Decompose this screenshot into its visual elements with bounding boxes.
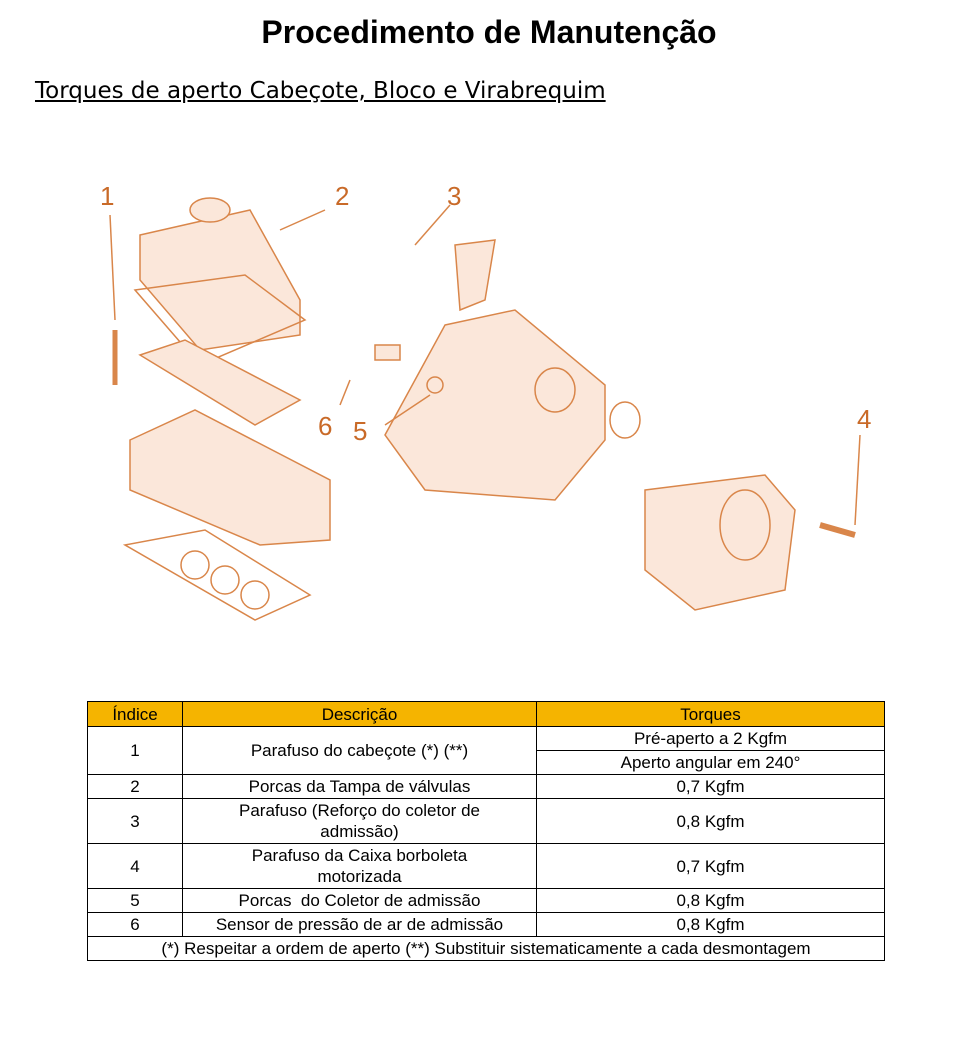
row-torque: Pré-aperto a 2 Kgfm	[537, 727, 885, 751]
callout-6: 6	[318, 411, 333, 441]
header-torques: Torques	[537, 702, 885, 727]
table-row	[88, 913, 885, 937]
row-description	[183, 844, 537, 889]
row-torque: 0,7 Kgfm	[537, 775, 885, 799]
description-line: motorizada	[317, 867, 402, 886]
callout-2: 2	[335, 181, 350, 211]
table-row	[88, 799, 885, 844]
description-line: Parafuso (Reforço do coletor de	[239, 801, 480, 820]
row-torque: 0,7 Kgfm	[537, 844, 885, 889]
callout-1: 1	[100, 181, 115, 211]
row-torque: 0,8 Kgfm	[537, 889, 885, 913]
row-torque: 0,8 Kgfm	[537, 913, 885, 937]
table-footnote-row	[88, 937, 885, 961]
row-index: 4	[88, 844, 183, 889]
table-row	[88, 775, 885, 799]
table-row	[88, 889, 885, 913]
row-index: 5	[88, 889, 183, 913]
row-index: 2	[88, 775, 183, 799]
table-row	[88, 727, 885, 751]
callout-3: 3	[447, 181, 462, 211]
row-torque: 0,8 Kgfm	[537, 799, 885, 844]
row-torque: Aperto angular em 240°	[537, 751, 885, 775]
row-description	[183, 799, 537, 844]
callout-5: 5	[353, 416, 368, 446]
table-header-row	[88, 702, 885, 727]
row-description: Porcas da Tampa de válvulas	[183, 775, 537, 799]
engine-exploded-diagram	[85, 170, 895, 640]
table-row	[88, 844, 885, 889]
row-description: Sensor de pressão de ar de admissão	[183, 913, 537, 937]
row-index: 1	[88, 727, 183, 775]
description-line: admissão)	[320, 822, 399, 841]
row-description: Porcas do Coletor de admissão	[183, 889, 537, 913]
row-description: Parafuso do cabeçote (*) (**)	[183, 727, 537, 775]
row-index: 3	[88, 799, 183, 844]
header-index: Índice	[88, 702, 183, 727]
description-line: Parafuso da Caixa borboleta	[251, 846, 468, 865]
header-description: Descrição	[183, 702, 537, 727]
torque-table	[87, 701, 885, 961]
table-footnote: (*) Respeitar a ordem de aperto (**) Substituir sistematicamente a cada desmontagem	[88, 937, 885, 961]
page-subtitle: Torques de aperto Cabeçote, Bloco e Virabrequim	[35, 78, 606, 104]
row-index: 6	[88, 913, 183, 937]
callout-4: 4	[857, 404, 872, 434]
page-title: Procedimento de Manutenção	[261, 14, 717, 50]
